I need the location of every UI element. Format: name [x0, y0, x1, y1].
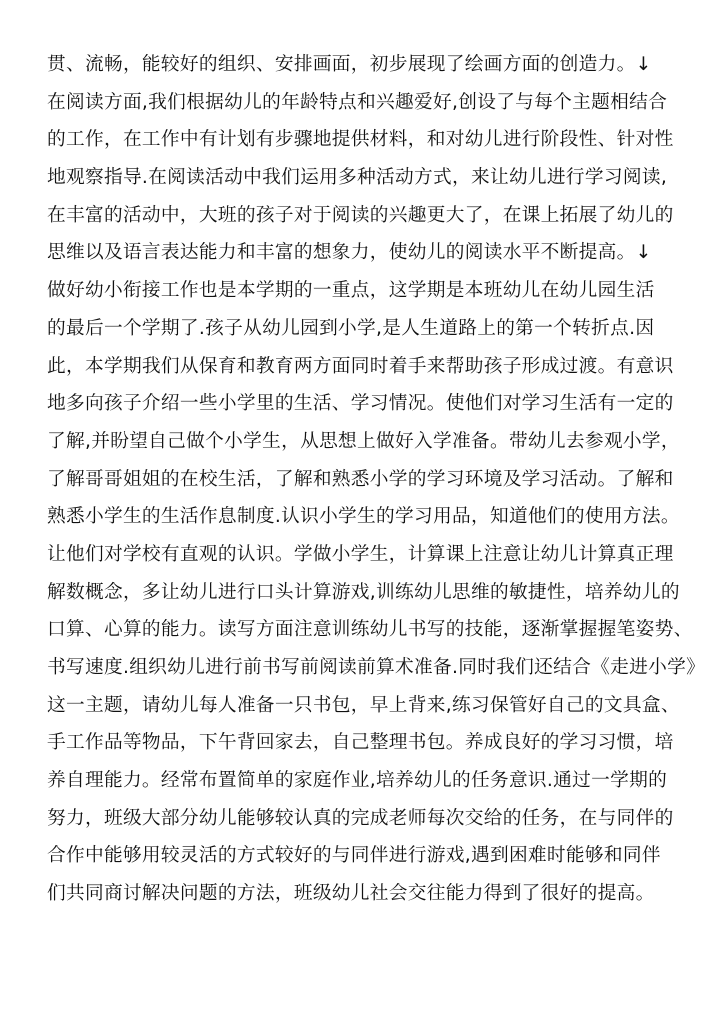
text-line: 书写速度.组织幼儿进行前书写前阅读前算术准备.同时我们还结合《走进小学》	[47, 657, 706, 678]
text-line: 了解哥哥姐姐的在校生活，了解和熟悉小学的学习环境及学习活动。了解和	[47, 468, 674, 490]
text-line: 此，本学期我们从保育和教育两方面同时着手来帮助孩子形成过渡。有意识	[47, 355, 674, 377]
text-line: 的最后一个学期了.孩子从幼儿园到小学,是人生道路上的第一个转折点.因	[47, 317, 655, 339]
text-line: 的工作，在工作中有计划有步骤地提供材料，和对幼儿进行阶段性、针对性	[47, 129, 674, 151]
text-line: 地多向孩子介绍一些小学里的生活、学习情况。使他们对学习生活有一定的	[47, 393, 674, 415]
text-line: 手工作品等物品，下午背回家去，自己整理书包。养成良好的学习习惯，培	[47, 732, 674, 754]
text-line: 养自理能力。经常布置简单的家庭作业,培养幼儿的任务意识.通过一学期的	[47, 770, 668, 792]
text-line: 口算、心算的能力。读写方面注意训练幼儿书写的技能，逐渐掌握握笔姿势、	[47, 619, 693, 641]
text-line: 做好幼小衔接工作也是本学期的一重点，这学期是本班幼儿在幼儿园生活	[47, 280, 655, 302]
text-line: 这一主题，请幼儿每人准备一只书包，早上背来,练习保管好自己的文具盒、	[47, 694, 680, 716]
text-line: 在丰富的活动中，大班的孩子对于阅读的兴趣更大了，在课上拓展了幼儿的	[47, 204, 674, 226]
text-line: 熟悉小学生的生活作息制度.认识小学生的学习用品，知道他们的使用方法。	[47, 506, 680, 528]
text-line: 们共同商讨解决问题的方法，班级幼儿社会交往能力得到了很好的提高。	[47, 883, 655, 905]
text-line: 在阅读方面,我们根据幼儿的年龄特点和兴趣爱好,创设了与每个主题相结合	[47, 91, 668, 113]
text-line: 贯、流畅，能较好的组织、安排画面，初步展现了绘画方面的创造力。↓	[47, 54, 652, 75]
text-line: 合作中能够用较灵活的方式较好的与同伴进行游戏,遇到困难时能够和同伴	[47, 845, 661, 867]
text-line: 思维以及语言表达能力和丰富的想象力，使幼儿的阅读水平不断提高。↓	[47, 242, 652, 264]
text-line: 努力，班级大部分幼儿能够较认真的完成老师每次交给的任务，在与同伴的	[47, 807, 674, 829]
text-line: 解数概念，多让幼儿进行口头计算游戏,训练幼儿思维的敏捷性，培养幼儿的	[47, 581, 680, 603]
body-text	[47, 46, 707, 913]
text-line: 了解,并盼望自己做个小学生，从思想上做好入学准备。带幼儿去参观小学，	[47, 430, 680, 452]
text-line: 地观察指导.在阅读活动中我们运用多种活动方式，来让幼儿进行学习阅读,	[47, 167, 668, 189]
text-line: 让他们对学校有直观的认识。学做小学生，计算课上注意让幼儿计算真正理	[47, 543, 674, 565]
